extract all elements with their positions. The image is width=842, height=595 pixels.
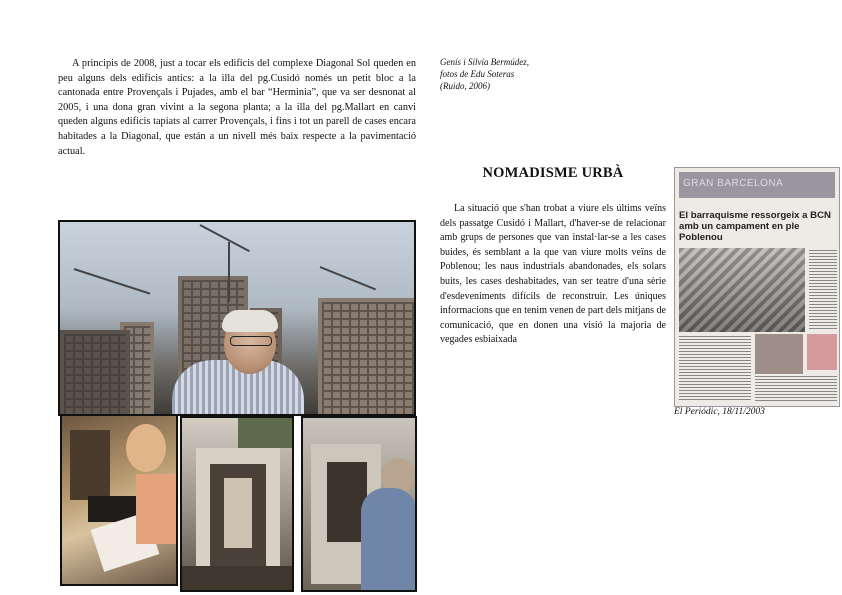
corridor-light [224, 478, 252, 548]
man-shirt [361, 488, 417, 592]
glasses [230, 336, 272, 346]
tree-foliage [238, 418, 294, 448]
clipping-caption: El Periódic, 18/11/2003 [674, 407, 765, 417]
credit-photographer: fotos de Edu Soteras [440, 68, 515, 79]
photo-woman-interior [60, 414, 178, 586]
photo-credit [440, 57, 529, 92]
woman-face [126, 424, 166, 472]
white-hair [222, 310, 278, 332]
section-heading: NOMADISME URBÀ [482, 165, 624, 181]
clipping-column [679, 336, 751, 400]
building-left [60, 330, 130, 416]
clipping-headline: El barraquisme ressorgeix a BCN amb un campament en ple Poblenou [679, 210, 831, 243]
tower-block [318, 298, 416, 416]
crane-jib [320, 266, 376, 290]
man-portrait [172, 314, 300, 416]
clipping-thumbnail [755, 334, 803, 374]
photo-passage-corridor [180, 416, 294, 592]
photo-resident-with-towers [58, 220, 416, 416]
crane-jib [200, 224, 250, 252]
clipping-column [809, 250, 837, 330]
clipping-sidebar-box [807, 334, 837, 370]
clipping-masthead [679, 172, 835, 198]
woman-shirt [136, 474, 176, 544]
masthead-text: GRAN BARCELONA [683, 178, 784, 189]
photo-man-at-door [301, 416, 417, 592]
credit-source: (Ruido, 2006) [440, 80, 490, 91]
crane-jib [74, 268, 151, 295]
section-paragraph: La situació que s'han trobat a viure els últims veïns dels passatge Cusidó i Mallart, d'haver-se de relacionar amb grups de persones que van instal·lar-se a les cases buides, és semblant a la que van viure molts veïns de Poblenou; les naus industrials abandonades, els solars buits, les cases deshabitades, van ser teatre d'una sèrie d'esdeveniments difícils de reconstruir. Les úniques informacions que en tenim venen de part dels mitjans de comunicació, que en donen una visió la majoria de vegades esbiaixada [440, 203, 666, 346]
newspaper-clipping [674, 167, 840, 407]
rubble-ground [182, 566, 294, 592]
clipping-column [755, 376, 837, 402]
picture-frame [70, 430, 110, 500]
intro-paragraph: A principis de 2008, just a tocar els edificis del complexe Diagonal Sol queden en peu alguns dels edificis antics: a la illa del pg.Cusidó només un petit bloc a la cantonada entre Provençals i Pujades, amb el bar “Herminia”, que va ser desnonat al 2005, i una dona gran vivint a la segona planta; a la illa del pg.Mallart en canvi queden alguns edificis tapiats al carrer Provençals, i fins i tot un parell de cases encara habitades a la Diagonal, que están a un nivell més baix respecte a la pavimentació actual. [58, 58, 416, 157]
credit-authors: Genís i Silvia Bermúdez, [440, 57, 529, 67]
clipping-photo-shanty-camp [679, 248, 805, 332]
crane-mast [228, 242, 230, 302]
